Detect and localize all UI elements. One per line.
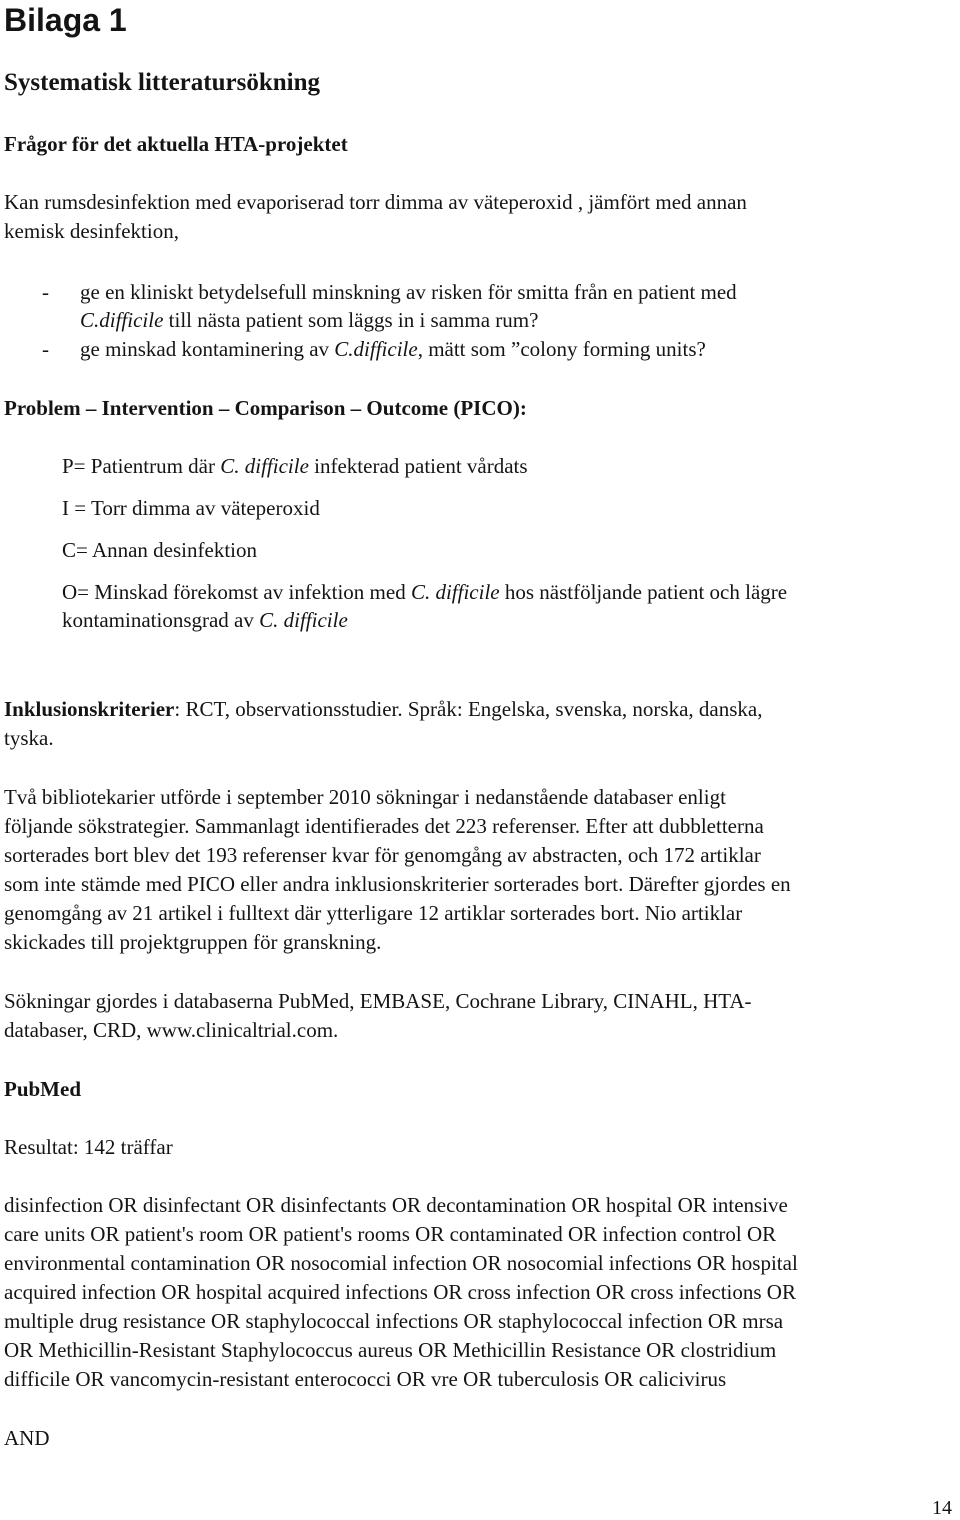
organism-name: C. difficile: [220, 454, 309, 478]
section-title: Systematisk litteratursökning: [4, 69, 320, 96]
method-line: genomgång av 21 artikel i fulltext där ytterligare 12 artiklar sorterades bort. Nio artiklar: [4, 901, 743, 925]
pico-o-text-a: O= Minskad förekomst av infektion med: [62, 580, 411, 604]
method-line: sorterades bort blev det 193 referenser kvar för genomgång av abstracten, och 172 artiklar: [4, 843, 761, 867]
search-string-line: environmental contamination OR nosocomial infection OR nosocomial infections OR hospital: [4, 1251, 798, 1275]
method-line: som inte stämde med PICO eller andra inklusionskriterier sorterades bort. Därefter gjordes en: [4, 872, 791, 896]
search-string-line: difficile OR vancomycin-resistant enterococci OR vre OR tuberculosis OR calicivirus: [4, 1367, 727, 1391]
organism-name: C.difficile: [334, 337, 418, 361]
pico-o-text-b: hos nästföljande patient och lägre: [499, 580, 788, 604]
method-line: Två bibliotekarier utförde i september 2010 sökningar i nedanstående databaser enligt: [4, 785, 726, 809]
pico-heading: Problem – Intervention – Comparison – Outcome (PICO):: [4, 396, 527, 420]
bullet-dash-2: -: [42, 337, 49, 361]
pico-o-line-2: [62, 606, 348, 635]
databases-line-2: databaser, CRD, www.clinicaltrial.com.: [4, 1018, 339, 1042]
search-string-line: care units OR patient's room OR patient's rooms OR contaminated OR infection control OR: [4, 1222, 777, 1246]
pico-p-text-b: infekterad patient vårdats: [308, 454, 528, 478]
inclusion-text: : RCT, observationsstudier. Språk: Engelska, svenska, norska, danska,: [174, 697, 763, 721]
question-intro-line-2: kemisk desinfektion,: [4, 219, 179, 243]
pico-c: C= Annan desinfektion: [62, 538, 257, 562]
pico-i: I = Torr dimma av väteperoxid: [62, 496, 320, 520]
search-string-line: acquired infection OR hospital acquired infections OR cross infection OR cross infections OR: [4, 1280, 796, 1304]
organism-name: C.difficile: [80, 308, 164, 332]
search-string-line: multiple drug resistance OR staphylococcal infections OR staphylococcal infection OR mrsa: [4, 1309, 784, 1333]
question-intro-line-1: Kan rumsdesinfektion med evaporiserad torr dimma av väteperoxid , jämfört med annan: [4, 190, 747, 214]
pubmed-heading: PubMed: [4, 1077, 82, 1101]
bullet-1-line-2-text: till nästa patient som läggs in i samma rum?: [163, 308, 539, 332]
bullet-2-text-b: , mätt som ”colony forming units?: [417, 337, 706, 361]
appendix-title: Bilaga 1: [4, 2, 127, 38]
search-string-line: disinfection OR disinfectant OR disinfectants OR decontamination OR hospital OR intensive: [4, 1193, 788, 1217]
pubmed-result: Resultat: 142 träffar: [4, 1135, 173, 1159]
method-line: följande sökstrategier. Sammanlagt identifierades det 223 referenser. Efter att dubbletterna: [4, 814, 764, 838]
bullet-1-line-2: [80, 306, 538, 335]
subsection-title: Frågor för det aktuella HTA-projektet: [4, 132, 348, 156]
inclusion-line-1: [4, 695, 762, 724]
bullet-dash-1: -: [42, 280, 49, 304]
pico-p: [62, 452, 528, 481]
method-line: skickades till projektgruppen för granskning.: [4, 930, 382, 954]
bullet-2: [80, 335, 706, 364]
page-number: 14: [932, 1497, 952, 1519]
search-string-line: OR Methicillin-Resistant Staphylococcus aureus OR Methicillin Resistance OR clostridium: [4, 1338, 777, 1362]
pico-o-line-2-text: kontaminationsgrad av: [62, 608, 260, 632]
bullet-2-text-a: ge minskad kontaminering av: [80, 337, 335, 361]
inclusion-label: Inklusionskriterier: [4, 697, 175, 721]
bullet-1-line-1: ge en kliniskt betydelsefull minskning av risken för smitta från en patient med: [80, 280, 737, 304]
boolean-operator: AND: [4, 1426, 50, 1450]
organism-name: C. difficile: [410, 580, 500, 604]
inclusion-line-2: tyska.: [4, 726, 54, 750]
organism-name: C. difficile: [259, 608, 348, 632]
databases-line-1: Sökningar gjordes i databaserna PubMed, EMBASE, Cochrane Library, CINAHL, HTA-: [4, 989, 752, 1013]
pico-p-text-a: P= Patientrum där: [62, 454, 221, 478]
pico-o-line-1: [62, 578, 787, 607]
